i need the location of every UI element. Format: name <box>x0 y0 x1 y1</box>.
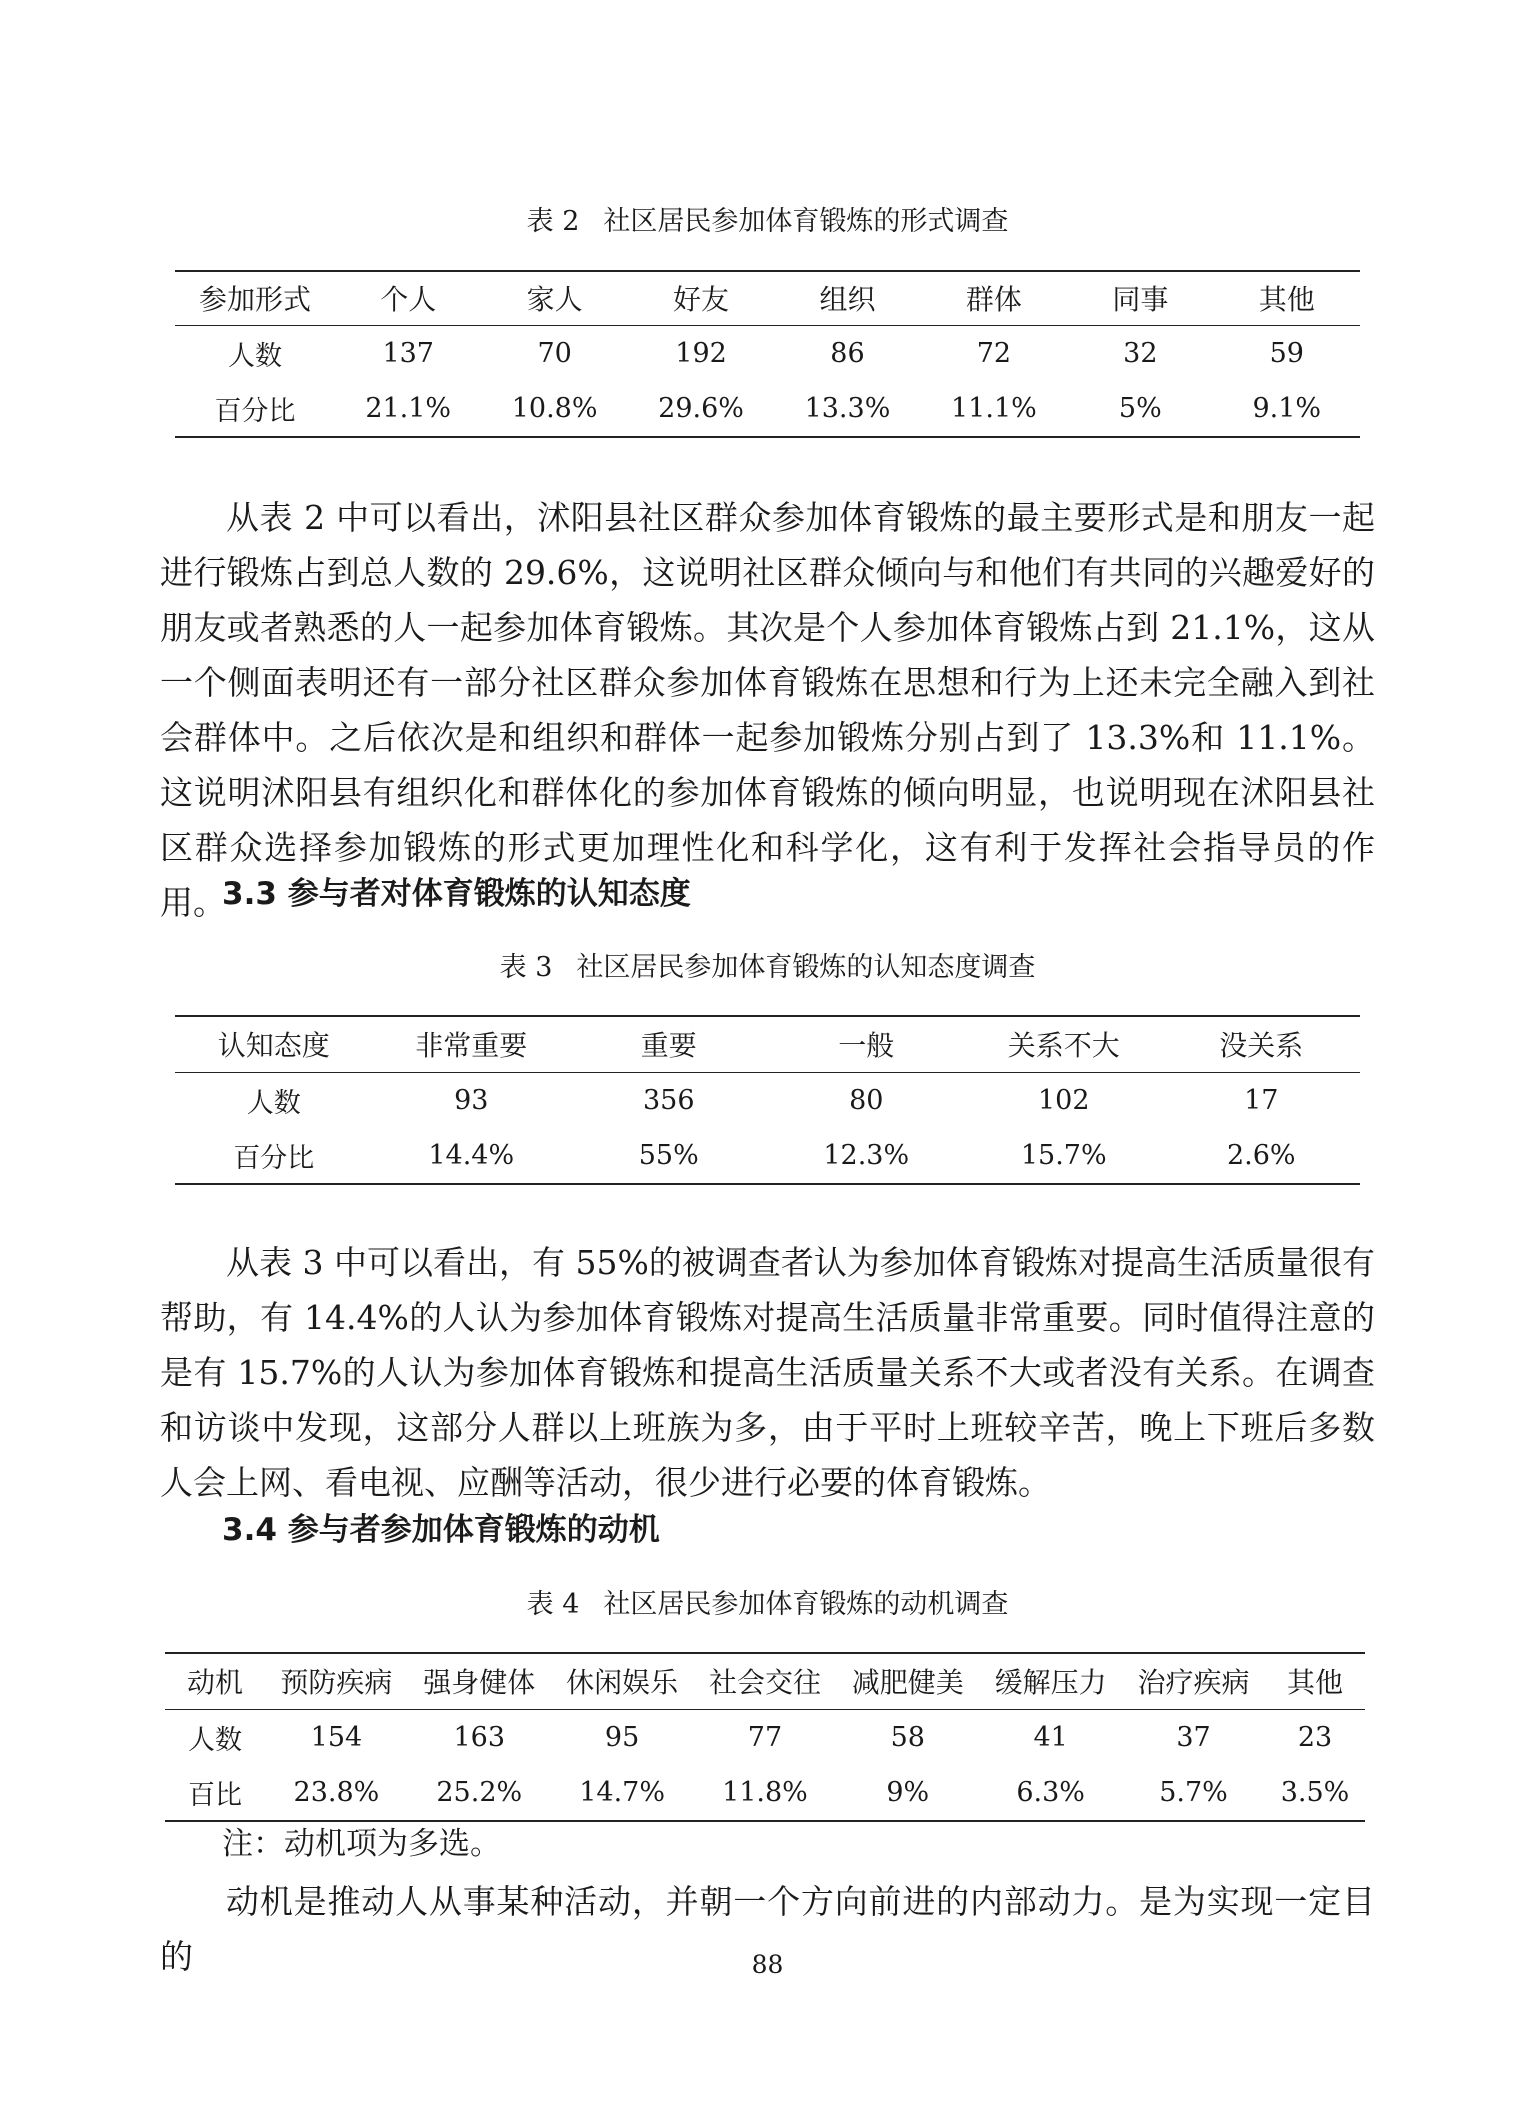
table-cell: 2.6% <box>1226 1140 1296 1171</box>
table-row <box>175 325 1360 381</box>
table-cell: 11.8% <box>722 1777 808 1808</box>
row-label: 人数 <box>246 1087 301 1119</box>
table-row <box>165 1765 1365 1821</box>
table3 <box>175 1015 1360 1185</box>
column-header: 没关系 <box>1219 1029 1304 1063</box>
table-cell: 59 <box>1269 337 1304 369</box>
column-header: 参加形式 <box>198 283 311 317</box>
column-header: 家人 <box>526 283 583 317</box>
paragraph-table2-analysis: 从表 2 中可以看出，沭阳县社区群众参加体育锻炼的最主要形式是和朋友一起进行锻炼占到总人数的 29.6%，这说明社区群众倾向与和他们有共同的兴趣爱好的朋友或者熟悉的人一起参加体育锻炼。其次是个人参加体育锻炼占到 21.1%，这从一个侧面表明还有一部分社区群众参加体育锻炼在思想和行为上还未完全融入到社会群体中。之后依次是和组织和群体一起参加锻炼分别占到了 13.3%和 11.1%。这说明沭阳县有组织化和群体化的参加体育锻炼的倾向明显，也说明现在沭阳县社区群众选择参加锻炼的形式更加理性化和科学化，这有利于发挥社会指导员的作用。 <box>160 498 1375 922</box>
table-cell: 23.8% <box>293 1777 380 1808</box>
paragraph-table3-analysis: 从表 3 中可以看出，有 55%的被调查者认为参加体育锻炼对提高生活质量很有帮助，有 14.4%的人认为参加体育锻炼对提高生活质量非常重要。同时值得注意的是有 15.7%的人认为参加体育锻炼和提高生活质量关系不大或者没有关系。在调查和访谈中发现，这部分人群以上班族为多，由于平时上班较辛苦，晚上下班后多数人会上网、看电视、应酬等活动，很少进行必要的体育锻炼。 <box>160 1243 1375 1502</box>
table-cell: 29.6% <box>658 393 744 424</box>
table-cell: 41 <box>1033 1721 1068 1753</box>
column-header: 个人 <box>380 283 437 317</box>
table2-label: 表 2 <box>526 206 580 237</box>
table-row <box>175 1128 1360 1184</box>
table-cell: 192 <box>675 337 727 369</box>
column-header: 缓解压力 <box>994 1666 1107 1700</box>
column-header: 组织 <box>819 283 876 317</box>
table-row <box>175 1072 1360 1128</box>
table-cell: 17 <box>1244 1084 1279 1116</box>
table-cell: 55% <box>638 1140 699 1171</box>
table-cell: 58 <box>890 1721 925 1753</box>
column-header: 同事 <box>1112 283 1169 317</box>
table-cell: 80 <box>849 1084 884 1116</box>
table-header-row <box>165 1653 1365 1709</box>
row-label: 百比 <box>188 1780 242 1811</box>
table-cell: 14.7% <box>579 1777 665 1808</box>
table-cell: 21.1% <box>365 393 452 424</box>
table-cell: 93 <box>454 1084 489 1116</box>
table-cell: 32 <box>1123 337 1158 369</box>
table-cell: 137 <box>382 337 434 369</box>
table4 <box>165 1652 1365 1822</box>
table-cell: 23 <box>1297 1721 1333 1753</box>
column-header: 预防疾病 <box>280 1666 393 1700</box>
row-label: 百分比 <box>214 396 296 427</box>
column-header: 其他 <box>1258 283 1315 317</box>
table-header-row <box>175 271 1360 325</box>
column-header: 认知态度 <box>217 1029 330 1063</box>
paragraph-motivation: 动机是推动人从事某种活动，并朝一个方向前进的内部动力。是为实现一定目的 <box>160 1882 1375 1976</box>
column-header: 强身健体 <box>423 1666 536 1700</box>
page-number: 88 <box>751 1950 784 1979</box>
table-cell: 25.2% <box>436 1777 523 1808</box>
table-cell: 6.3% <box>1016 1777 1085 1808</box>
row-label: 人数 <box>188 1724 242 1756</box>
table3-label: 表 3 <box>499 952 553 983</box>
table-cell: 15.7% <box>1020 1140 1107 1171</box>
table3-title: 社区居民参加体育锻炼的认知态度调查 <box>576 952 1036 983</box>
column-header: 休闲娱乐 <box>566 1666 679 1700</box>
table-cell: 5% <box>1118 393 1162 424</box>
table-cell: 10.8% <box>511 393 598 424</box>
table-cell: 11.1% <box>951 393 1037 424</box>
row-label: 百分比 <box>233 1143 315 1174</box>
table-cell: 12.3% <box>823 1140 910 1171</box>
table-cell: 102 <box>1037 1084 1090 1116</box>
table-cell: 13.3% <box>804 393 891 424</box>
column-header: 群体 <box>965 283 1022 317</box>
table-cell: 77 <box>747 1721 783 1753</box>
column-header: 非常重要 <box>415 1029 528 1063</box>
table2-title: 社区居民参加体育锻炼的形式调查 <box>603 206 1009 237</box>
table-cell: 3.5% <box>1280 1777 1350 1808</box>
table-cell: 154 <box>310 1721 363 1753</box>
table-cell: 14.4% <box>428 1140 515 1171</box>
table4-note: 注：动机项为多选。 <box>222 1826 501 1862</box>
table-cell: 70 <box>537 337 572 369</box>
table4-label: 表 4 <box>526 1589 580 1620</box>
table3-caption <box>0 948 1535 988</box>
column-header: 重要 <box>640 1029 697 1063</box>
table-cell: 9.1% <box>1252 393 1322 424</box>
column-header: 社会交往 <box>708 1666 821 1700</box>
table2-caption <box>0 202 1535 242</box>
column-header: 其他 <box>1286 1666 1343 1700</box>
table-header-row <box>175 1016 1360 1072</box>
row-label: 人数 <box>228 340 282 372</box>
table-row <box>165 1709 1365 1765</box>
column-header: 减肥健美 <box>851 1666 964 1700</box>
table-cell: 356 <box>642 1084 695 1116</box>
table-cell: 86 <box>830 337 865 369</box>
table2 <box>175 270 1360 438</box>
table-row <box>175 381 1360 437</box>
table-cell: 37 <box>1176 1721 1211 1753</box>
table4-caption <box>0 1585 1535 1625</box>
column-header: 好友 <box>673 283 730 317</box>
column-header: 关系不大 <box>1007 1029 1120 1063</box>
table-cell: 9% <box>886 1777 930 1808</box>
column-header: 一般 <box>838 1029 895 1063</box>
table-cell: 72 <box>976 337 1012 369</box>
column-header: 动机 <box>186 1666 243 1700</box>
table4-title: 社区居民参加体育锻炼的动机调查 <box>603 1589 1009 1620</box>
section-heading-3-3: 3.3 参与者对体育锻炼的认知态度 <box>222 876 691 912</box>
section-heading-3-4: 3.4 参与者参加体育锻炼的动机 <box>222 1512 660 1548</box>
table-cell: 163 <box>453 1721 506 1753</box>
table-cell: 5.7% <box>1159 1777 1228 1808</box>
column-header: 治疗疾病 <box>1137 1666 1250 1700</box>
table-cell: 95 <box>604 1721 640 1753</box>
